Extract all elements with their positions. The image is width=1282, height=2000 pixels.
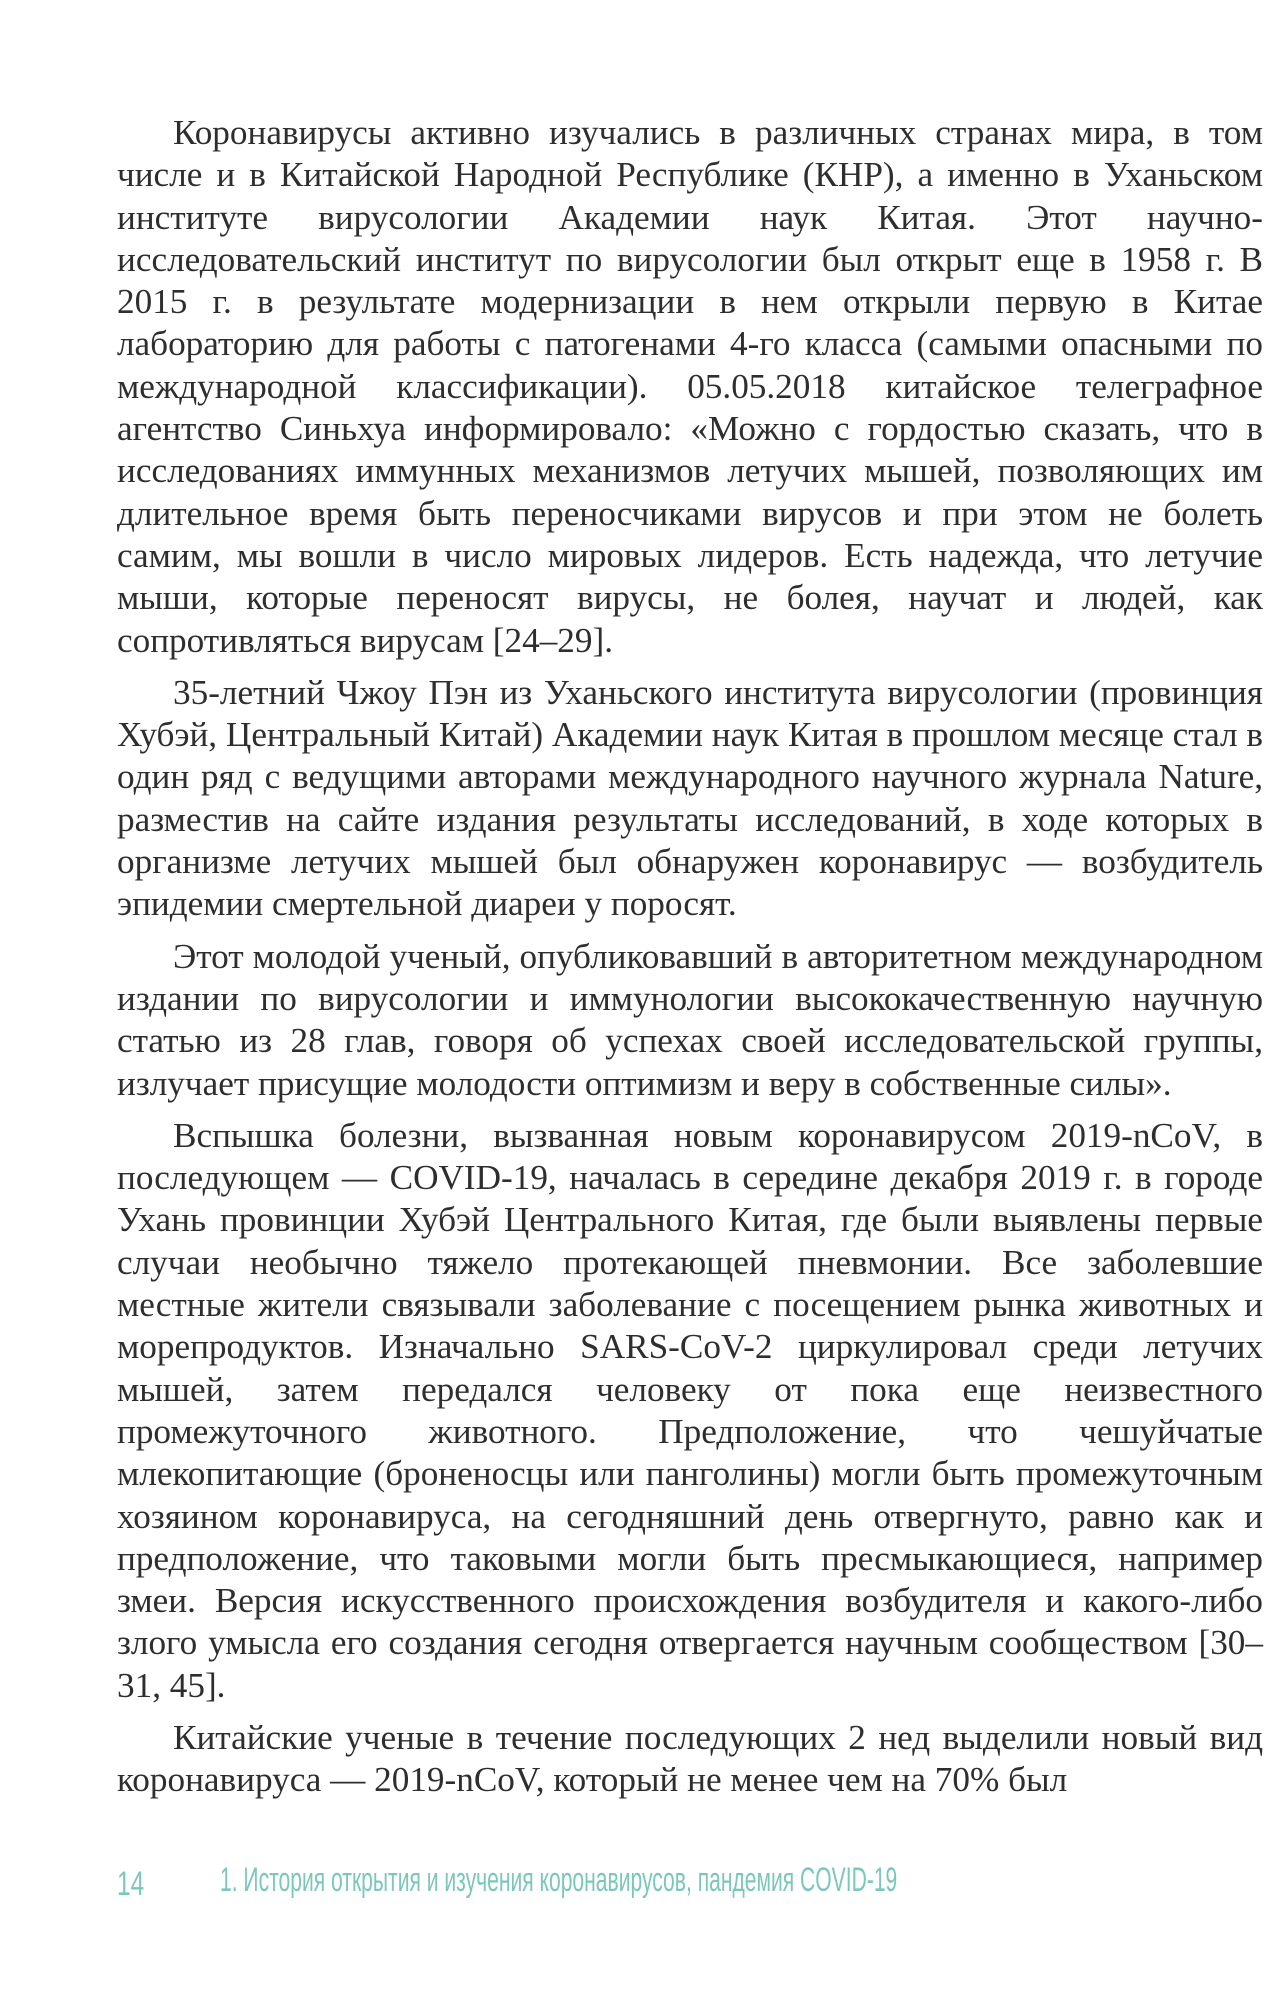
page-number: 14 <box>117 1865 145 1903</box>
paragraph-5: Китайские ученые в течение последующих 2 нед выделили новый вид коронавируса — 2019-nCoV, который не менее чем на 70% был <box>117 1717 1263 1800</box>
paragraph-1: Коронавирусы активно изучались в различных странах мира, в том числе и в Китайской Народной Республике (КНР), а именно в Уханьском институте вирусологии Академии наук Китая. Этот научно-исследовательский институт по вирусологии был открыт еще в 1958 г. В 2015 г. в результате модернизации в нем открыли первую в Китае лабораторию для работы с патогенами 4-го класса (самыми опасными по международной классификации). 05.05.2018 китайское телеграфное агентство Синьхуа информировало: «Можно с гордостью сказать, что в исследованиях иммунных механизмов летучих мышей, позволяющих им длительное время быть переносчиками вирусов и при этом не болеть самим, мы вошли в число мировых лидеров. Есть надежда, что летучие мыши, которые переносят вирусы, не болея, научат и людей, как сопротивляться вирусам [24–29]. <box>117 113 1263 660</box>
paragraph-3: Этот молодой ученый, опубликовавший в авторитетном международном издании по вирусологии и иммунологии высококачественную научную статью из 28 глав, говоря об успехах своей исследовательской группы, излучает присущие молодости оптимизм и веру в собственные силы». <box>117 936 1263 1103</box>
running-chapter-title: 1. История открытия и изучения коронавирусов, пандемия COVID-19 <box>220 1861 898 1899</box>
paragraph-4: Вспышка болезни, вызванная новым коронавирусом 2019-nCoV, в последующем — COVID-19, началась в середине декабря 2019 г. в городе Ухань провинции Хубэй Центрального Китая, где были выявлены первые случаи необычно тяжело протекающей пневмонии. Все заболевшие местные жители связывали заболевание с посещением рынка животных и морепродуктов. Изначально SARS-CoV-2 циркулировал среди летучих мышей, затем передался человеку от пока еще неизвестного промежуточного животного. Предположение, что чешуйчатые млекопитающие (броненосцы или панголины) могли быть промежуточным хозяином коронавируса, на сегодняшний день отвергнуто, равно как и предположение, что таковыми могли быть пресмыкающиеся, например змеи. Версия искусственного происхождения возбудителя и какого-либо злого умысла его создания сегодня отвергается научным сообществом [30–31, 45]. <box>117 1115 1263 1705</box>
paragraph-2: 35-летний Чжоу Пэн из Уханьского института вирусологии (провинция Хубэй, Центральный Китай) Академии наук Китая в прошлом месяце стал в один ряд с ведущими авторами международного научного журнала Nature, разместив на сайте издания результаты исследований, в ходе которых в организме летучих мышей был обнаружен коронавирус — возбудитель эпидемии смертельной диареи у поросят. <box>117 672 1263 924</box>
page-body <box>117 112 1263 1802</box>
page-footer <box>117 1861 1263 1914</box>
